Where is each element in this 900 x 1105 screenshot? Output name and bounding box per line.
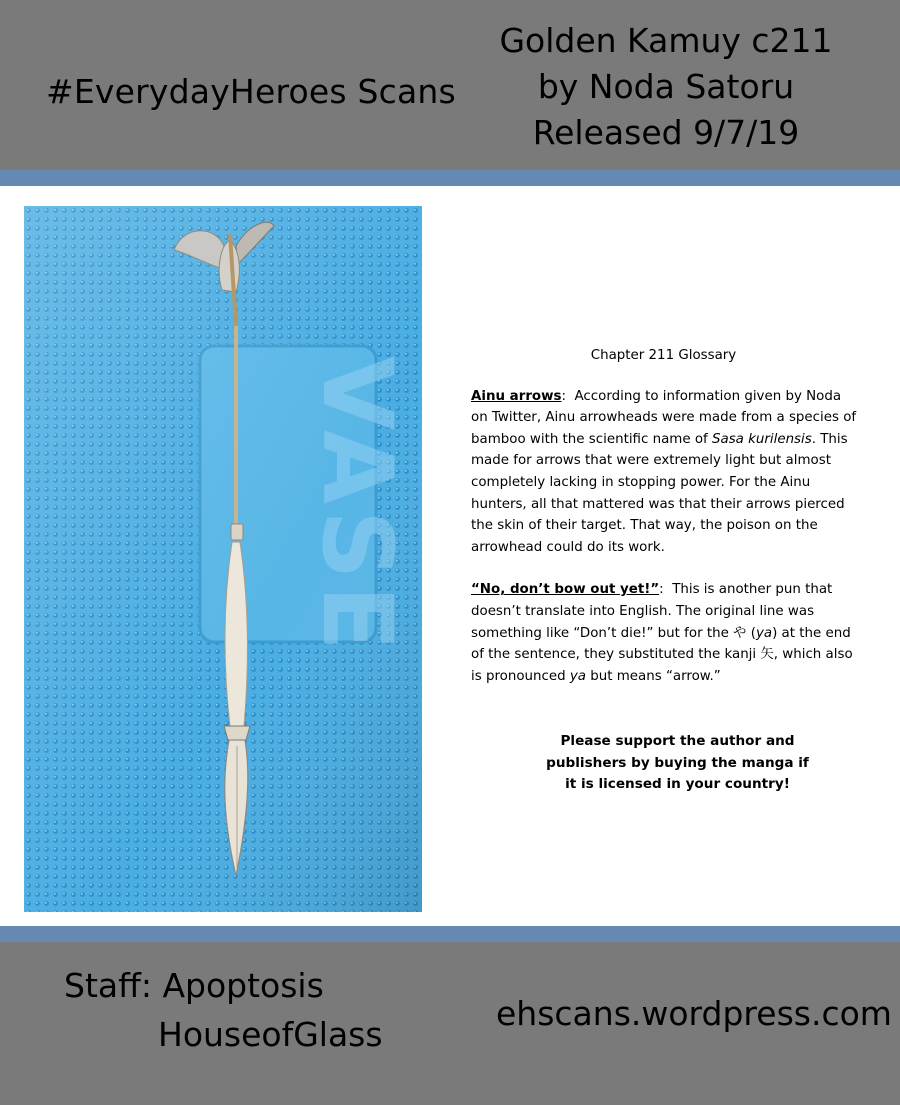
group-name: #EverydayHeroes Scans	[46, 72, 456, 111]
romaji-ya: ya	[569, 668, 587, 684]
romaji-ya: ya	[755, 625, 773, 641]
entry-text: ) at the end of the sentence, they substituted the kanji 矢, which also is pronounced	[471, 625, 853, 684]
term-separator: :	[561, 388, 575, 404]
website-url: ehscans.wordpress.com	[496, 994, 892, 1033]
chapter-title: Golden Kamuy c211	[499, 21, 833, 60]
entry-text: but means “arrow.”	[586, 668, 721, 684]
glossary-term: “No, don’t bow out yet!”	[471, 582, 660, 598]
header-divider-band	[0, 170, 900, 186]
glossary-entry-ainu-arrows	[471, 386, 861, 559]
term-separator: :	[659, 582, 673, 598]
entry-text: . This made for arrows that were extremely light but almost completely lacking in stopping power. For the Ainu hunters, all that mattered was that their arrows pierced the skin of their target. That way, the poison on the arrowhead could do its work.	[471, 431, 848, 555]
support-notice: Please support the author and publishers by buying the manga if it is licensed in your country!	[546, 733, 809, 793]
entry-text: According to information given by Noda on Twitter, Ainu arrowheads were made from a species of bamboo with the scientific name of	[471, 388, 857, 447]
glossary-text	[471, 345, 861, 708]
release-date: Released 9/7/19	[532, 113, 800, 152]
footer-divider-band	[0, 926, 900, 942]
scientific-name: Sasa kurilensis	[712, 431, 812, 447]
release-info	[498, 18, 834, 156]
author-line: by Noda Satoru	[537, 67, 795, 106]
glossary-entry-bow-out	[471, 579, 861, 687]
staff-credit-second: HouseofGlass	[158, 1015, 383, 1054]
glossary-title: Chapter 211 Glossary	[590, 348, 737, 363]
arrow-photo	[24, 206, 422, 912]
entry-text: This is another pun that doesn’t translate into English. The original line was something like “Don’t die!” but for the や (	[471, 582, 833, 641]
glossary-term: Ainu arrows	[471, 388, 562, 404]
staff-credit: Staff: Apoptosis	[64, 966, 324, 1005]
